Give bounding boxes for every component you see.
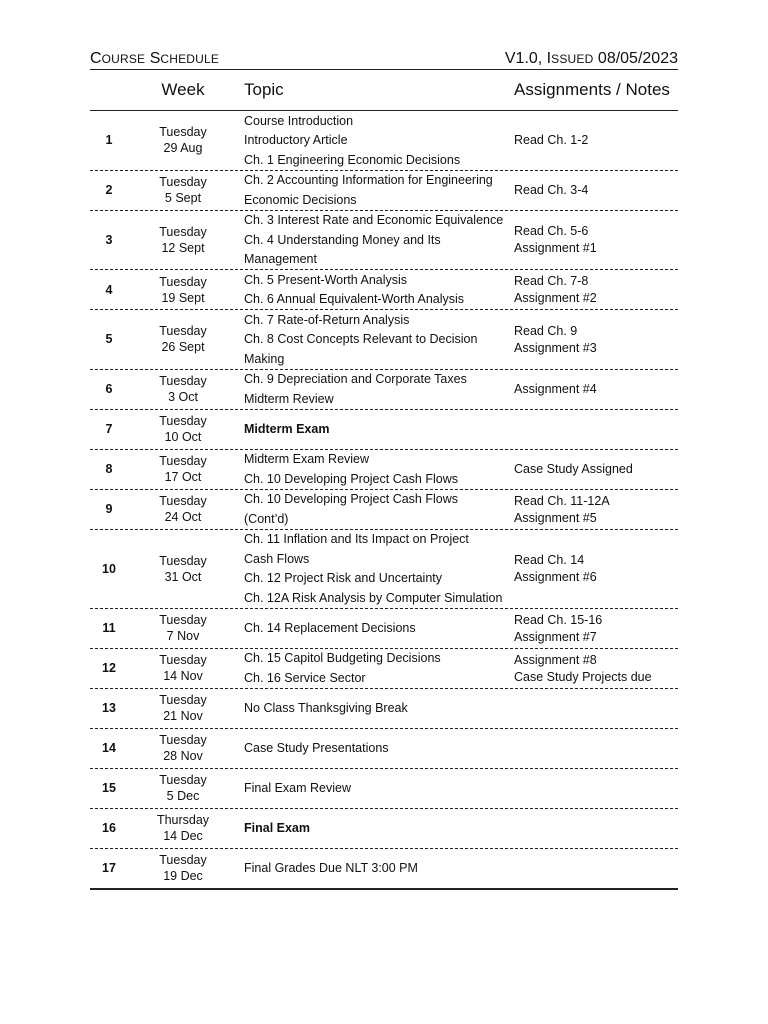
- topic-header: Topic: [244, 80, 284, 99]
- topic-line: Ch. 3 Interest Rate and Economic Equivalence: [244, 213, 504, 228]
- topic-line: Ch. 8 Cost Concepts Relevant to Decision: [244, 332, 478, 347]
- date: 19 Sept: [161, 290, 205, 305]
- date: 29 Aug: [163, 141, 203, 156]
- date: 31 Oct: [164, 569, 202, 584]
- topic-cell: [238, 113, 510, 168]
- note-line: Assignment #7: [514, 629, 597, 644]
- week-date: [128, 692, 238, 724]
- date: 12 Sept: [161, 240, 205, 255]
- week-date: [128, 274, 238, 306]
- notes-cell: [510, 612, 678, 645]
- note-line: Read Ch. 1-2: [514, 133, 589, 148]
- topic-line: No Class Thanksgiving Break: [244, 701, 408, 715]
- note-line: Case Study Assigned: [514, 462, 633, 476]
- weekday: Tuesday: [159, 553, 207, 568]
- note-line: Assignment #5: [514, 510, 597, 525]
- weekday: Tuesday: [159, 653, 207, 667]
- topic-cell: [238, 451, 510, 487]
- note-line: Read Ch. 14: [514, 553, 585, 567]
- date: 17 Oct: [164, 470, 202, 484]
- table-row: [90, 689, 678, 729]
- topic-cell: [238, 272, 510, 308]
- notes-header: Assignments / Notes: [514, 80, 670, 99]
- topic-cell: [238, 371, 510, 407]
- topic-line: Midterm Review: [244, 391, 334, 406]
- topic-cell: [238, 620, 510, 636]
- notes-cell: [510, 652, 678, 685]
- week-number: 16: [102, 821, 116, 835]
- topic-cell: [238, 740, 510, 756]
- topic-line: Ch. 14 Replacement Decisions: [244, 621, 416, 635]
- document-title: COURSE SCHEDULE: [90, 50, 220, 67]
- date: 28 Nov: [163, 749, 203, 763]
- topic-cell: [238, 820, 510, 836]
- weekday: Tuesday: [159, 773, 207, 787]
- week-number: 4: [105, 282, 113, 297]
- week-date: [128, 453, 238, 485]
- week-date: [128, 323, 238, 355]
- weekday: Tuesday: [159, 125, 207, 140]
- table-row: [90, 769, 678, 809]
- date: 14 Dec: [163, 829, 203, 843]
- date: 26 Sept: [161, 340, 205, 355]
- note-line: Read Ch. 9: [514, 323, 578, 338]
- table-row: [90, 809, 678, 849]
- table-row: [90, 609, 678, 649]
- weekday: Tuesday: [159, 733, 207, 747]
- topic-line: Final Grades Due NLT 3:00 PM: [244, 861, 418, 875]
- version-issued: V1.0, ISSUED 08/05/2023: [504, 50, 678, 67]
- topic-line: Midterm Exam: [244, 422, 330, 436]
- topic-cell: [238, 212, 510, 267]
- weekday: Tuesday: [159, 324, 207, 339]
- date: 14 Nov: [163, 669, 203, 683]
- date: 7 Nov: [166, 629, 200, 643]
- weekday: Tuesday: [159, 414, 207, 428]
- week-number: 1: [105, 133, 113, 148]
- weekday: Tuesday: [159, 454, 207, 468]
- table-row: [90, 490, 678, 530]
- note-line: Case Study Projects due: [514, 669, 652, 684]
- notes-cell: [510, 182, 678, 198]
- week-date: [128, 732, 238, 764]
- week-date: [128, 772, 238, 804]
- note-line: Assignment #4: [514, 382, 597, 396]
- weekday: Tuesday: [159, 224, 207, 239]
- week-number: 6: [105, 382, 113, 396]
- table-row: [90, 111, 678, 171]
- document-header: [90, 44, 678, 70]
- topic-line: Introductory Article: [244, 133, 348, 148]
- table-row: [90, 270, 678, 310]
- note-line: Assignment #8: [514, 652, 597, 667]
- topic-line: Final Exam Review: [244, 781, 351, 795]
- week-date: [128, 174, 238, 206]
- table-row: [90, 410, 678, 450]
- week-date: [128, 652, 238, 684]
- note-line: Read Ch. 5-6: [514, 224, 589, 239]
- topic-cell: [238, 650, 510, 686]
- date: 3 Oct: [168, 390, 198, 404]
- week-number: 10: [102, 561, 116, 576]
- topic-line: Economic Decisions: [244, 192, 357, 207]
- note-line: Assignment #6: [514, 570, 597, 584]
- weekday: Tuesday: [159, 494, 207, 508]
- topic-line: Case Study Presentations: [244, 741, 389, 755]
- table-row: [90, 211, 678, 271]
- topic-cell: [238, 780, 510, 796]
- week-number: 17: [102, 861, 116, 875]
- topic-cell: [238, 172, 510, 208]
- table-row: [90, 370, 678, 410]
- table-header: [90, 70, 678, 111]
- topic-line: Management: [244, 252, 317, 267]
- topic-cell: [238, 700, 510, 716]
- week-number: 5: [105, 332, 113, 347]
- topic-line: Making: [244, 351, 285, 366]
- topic-line: Ch. 9 Depreciation and Corporate Taxes: [244, 372, 467, 387]
- topic-line: Cash Flows: [244, 551, 310, 566]
- week-number: 2: [105, 183, 113, 197]
- notes-cell: [510, 552, 678, 585]
- week-date: [128, 224, 238, 256]
- schedule-table-body: [90, 111, 678, 890]
- weekday: Tuesday: [159, 374, 207, 388]
- week-number: 11: [102, 621, 116, 635]
- table-row: [90, 310, 678, 370]
- weekday: Tuesday: [159, 175, 207, 189]
- note-line: Assignment #3: [514, 340, 597, 355]
- week-number: 8: [105, 462, 113, 476]
- topic-line: Ch. 7 Rate-of-Return Analysis: [244, 312, 410, 327]
- topic-cell: [238, 860, 510, 876]
- notes-cell: [510, 493, 678, 526]
- topic-cell: [238, 531, 510, 606]
- table-row: [90, 450, 678, 490]
- topic-line: (Cont’d): [244, 511, 289, 526]
- week-number: 13: [102, 701, 116, 715]
- date: 21 Nov: [163, 709, 203, 723]
- topic-line: Ch. 16 Service Sector: [244, 670, 366, 685]
- note-line: Read Ch. 15-16: [514, 612, 603, 627]
- week-number: 15: [102, 781, 116, 795]
- note-line: Read Ch. 3-4: [514, 183, 589, 197]
- notes-cell: [510, 381, 678, 397]
- topic-cell: [238, 421, 510, 437]
- course-schedule-document: [90, 44, 678, 890]
- weekday: Tuesday: [159, 693, 207, 707]
- week-header: Week: [161, 80, 205, 99]
- week-number: 3: [105, 232, 113, 247]
- topic-line: Ch. 15 Capitol Budgeting Decisions: [244, 651, 441, 666]
- week-date: [128, 852, 238, 884]
- notes-cell: [510, 323, 678, 356]
- topic-line: Ch. 6 Annual Equivalent-Worth Analysis: [244, 292, 465, 307]
- note-line: Assignment #2: [514, 291, 597, 305]
- notes-cell: [510, 132, 678, 148]
- week-date: [128, 612, 238, 644]
- topic-line: Ch. 11 Inflation and Its Impact on Project: [244, 532, 469, 547]
- topic-line: Ch. 10 Developing Project Cash Flows: [244, 492, 458, 507]
- topic-cell: [238, 491, 510, 527]
- week-number: 12: [102, 661, 116, 675]
- note-line: Assignment #1: [514, 241, 597, 256]
- week-date: [128, 493, 238, 525]
- table-row: [90, 649, 678, 689]
- topic-line: Ch. 5 Present-Worth Analysis: [244, 272, 408, 287]
- notes-cell: [510, 273, 678, 306]
- weekday: Thursday: [156, 813, 210, 827]
- topic-line: Course Introduction: [244, 113, 354, 128]
- date: 19 Dec: [163, 869, 203, 883]
- table-row: [90, 171, 678, 211]
- table-row: [90, 729, 678, 769]
- note-line: Read Ch. 11-12A: [514, 493, 610, 508]
- weekday: Tuesday: [159, 613, 207, 627]
- date: 10 Oct: [164, 430, 202, 444]
- date: 5 Sept: [164, 191, 202, 205]
- weekday: Tuesday: [159, 274, 207, 289]
- notes-cell: [510, 461, 678, 477]
- week-date: [128, 553, 238, 585]
- topic-line: Midterm Exam Review: [244, 452, 370, 467]
- week-date: [128, 413, 238, 445]
- notes-cell: [510, 223, 678, 256]
- date: 5 Dec: [166, 789, 200, 803]
- topic-line: Ch. 4 Understanding Money and Its: [244, 232, 441, 247]
- topic-line: Ch. 12A Risk Analysis by Computer Simulation: [244, 590, 503, 605]
- topic-line: Ch. 10 Developing Project Cash Flows: [244, 471, 458, 486]
- date: 24 Oct: [164, 510, 202, 524]
- weekday: Tuesday: [159, 853, 207, 867]
- table-row: [90, 530, 678, 609]
- week-date: [128, 124, 238, 156]
- topic-line: Final Exam: [244, 821, 310, 835]
- week-number: 7: [105, 422, 113, 436]
- topic-line: Ch. 1 Engineering Economic Decisions: [244, 152, 461, 167]
- topic-line: Ch. 12 Project Risk and Uncertainty: [244, 571, 443, 586]
- topic-line: Ch. 2 Accounting Information for Engineering: [244, 173, 493, 188]
- topic-cell: [238, 312, 510, 367]
- week-number: 9: [105, 502, 113, 516]
- week-date: [128, 373, 238, 405]
- week-number: 14: [102, 741, 116, 755]
- note-line: Read Ch. 7-8: [514, 274, 589, 288]
- week-date: [128, 812, 238, 844]
- table-row: [90, 849, 678, 890]
